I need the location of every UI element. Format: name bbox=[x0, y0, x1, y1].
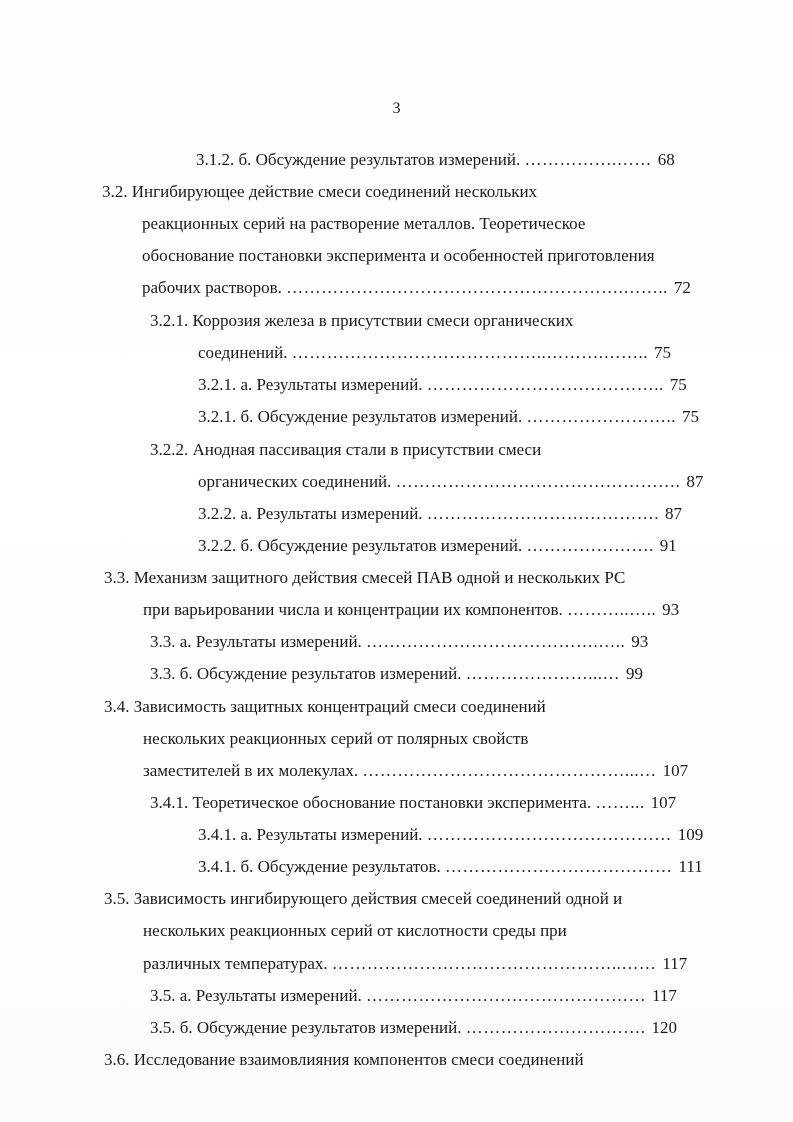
toc-entry bbox=[143, 921, 567, 941]
toc-page-number: 117 bbox=[652, 986, 677, 1005]
toc-leader-dots: …………………………………………. bbox=[395, 472, 681, 491]
toc-entry bbox=[150, 664, 643, 684]
toc-entry bbox=[150, 440, 541, 460]
toc-entry bbox=[143, 761, 688, 781]
toc-leader-dots: …………………...… bbox=[465, 664, 620, 683]
toc-leader-dots: …………………………. bbox=[465, 1018, 646, 1037]
toc-page-number: 87 bbox=[686, 472, 704, 491]
toc-page-number: 111 bbox=[678, 857, 703, 876]
toc-leader-dots: …………………………………… bbox=[426, 825, 672, 844]
toc-leader-dots: ……………………………………..……….…….. bbox=[291, 343, 649, 362]
toc-page-number: 75 bbox=[682, 407, 699, 426]
toc-entry-text: 3.2.2. б. Обсуждение результатов измерений. bbox=[198, 536, 523, 555]
toc-entry-text: 3.3. б. Обсуждение результатов измерений. bbox=[150, 664, 462, 683]
toc-entry-text: 3.6. Исследование взаимовлияния компонентов смеси соединений bbox=[104, 1050, 584, 1069]
toc-entry bbox=[150, 1018, 677, 1038]
toc-leader-dots: ………………………………………………….…….. bbox=[286, 278, 668, 297]
toc-page-number: 91 bbox=[659, 536, 677, 555]
toc-entry bbox=[198, 857, 703, 877]
toc-page-number: 107 bbox=[662, 761, 689, 780]
toc-entry bbox=[198, 472, 703, 492]
toc-entry-text: соединений. bbox=[198, 343, 288, 362]
toc-entry-text: при варьировании числа и концентрации их компонентов. bbox=[143, 600, 563, 619]
toc-leader-dots: ………………………………… bbox=[445, 857, 673, 876]
toc-entry-text: 3.2. Ингибирующее действие смеси соединений нескольких bbox=[102, 182, 538, 201]
toc-entry-text: реакционных серий на растворение металлов. Теоретическое bbox=[142, 214, 586, 233]
toc-entry bbox=[150, 311, 573, 331]
toc-entry-text: 3.5. Зависимость ингибирующего действия смесей соединений одной и bbox=[104, 889, 623, 908]
toc-leader-dots: ………………………………….. bbox=[426, 375, 664, 394]
toc-entry bbox=[104, 568, 625, 588]
toc-page-number: 87 bbox=[665, 504, 683, 523]
toc-entry-text: 3.2.2. а. Результаты измерений. bbox=[198, 504, 423, 523]
toc-entry-text: 3.2.2. Анодная пассивация стали в присутствии смеси bbox=[150, 440, 542, 459]
toc-leader-dots: ………………………………………… bbox=[366, 986, 647, 1005]
toc-entry bbox=[150, 793, 676, 813]
toc-leader-dots: ………..….. bbox=[567, 600, 657, 619]
toc-page-number: 75 bbox=[654, 343, 672, 362]
toc-entry-text: 3.4.1. Теоретическое обоснование постановки эксперимента. bbox=[150, 793, 592, 812]
toc-entry bbox=[143, 954, 687, 974]
toc-entry-text: 3.3. а. Результаты измерений. bbox=[150, 632, 362, 651]
toc-entry bbox=[104, 1050, 584, 1070]
toc-entry bbox=[196, 150, 675, 170]
toc-entry bbox=[150, 986, 677, 1006]
toc-leader-dots: ………………………………….….. bbox=[366, 632, 626, 651]
toc-entry-text: 3.1.2. б. Обсуждение результатов измерений. bbox=[196, 150, 521, 169]
toc-entry bbox=[104, 889, 622, 909]
toc-entry-text: различных температурах. bbox=[143, 954, 328, 973]
toc-entry-text: 3.4.1. а. Результаты измерений. bbox=[198, 825, 423, 844]
toc-entry-text: нескольких реакционных серий от кислотности среды при bbox=[143, 921, 567, 940]
toc-entry bbox=[198, 536, 677, 556]
toc-entry bbox=[102, 182, 537, 202]
toc-leader-dots: …………………………………. bbox=[426, 504, 660, 523]
toc-entry bbox=[198, 407, 699, 427]
toc-entry bbox=[150, 632, 648, 652]
toc-entry-text: 3.4.1. б. Обсуждение результатов. bbox=[198, 857, 441, 876]
toc-entry bbox=[142, 214, 585, 234]
toc-leader-dots: ……... bbox=[595, 793, 645, 812]
toc-page-number: 107 bbox=[650, 793, 677, 812]
toc-entry-text: 3.2.1. б. Обсуждение результатов измерений. bbox=[198, 407, 523, 426]
toc-page-number: 68 bbox=[657, 150, 675, 169]
toc-leader-dots: …………………………………………..…… bbox=[331, 954, 657, 973]
toc-entry bbox=[142, 278, 691, 298]
toc-leader-dots: ………………………………………...… bbox=[362, 761, 657, 780]
toc-page-number: 120 bbox=[651, 1018, 677, 1037]
toc-entry-text: рабочих растворов. bbox=[142, 278, 282, 297]
toc-entry bbox=[143, 600, 679, 620]
toc-page-number: 99 bbox=[626, 664, 643, 683]
toc-entry-text: органических соединений. bbox=[198, 472, 392, 491]
toc-entry-text: 3.4. Зависимость защитных концентраций смеси соединений bbox=[104, 697, 546, 716]
toc-page-number: 93 bbox=[662, 600, 680, 619]
toc-page-number: 109 bbox=[677, 825, 704, 844]
toc-page-number: 93 bbox=[631, 632, 649, 651]
toc-page-number: 72 bbox=[673, 278, 691, 297]
page-number: 3 bbox=[392, 100, 401, 117]
toc-leader-dots: …………….…… bbox=[524, 150, 652, 169]
toc-entry-text: нескольких реакционных серий от полярных свойств bbox=[143, 729, 529, 748]
toc-entry bbox=[104, 697, 546, 717]
toc-entry bbox=[198, 375, 687, 395]
toc-entry-text: заместителей в их молекулах. bbox=[143, 761, 359, 780]
toc-leader-dots: …………………. bbox=[526, 536, 654, 555]
toc-entry bbox=[198, 343, 671, 363]
toc-page-number: 75 bbox=[669, 375, 687, 394]
toc-page-number: 117 bbox=[662, 954, 688, 973]
toc-entry bbox=[198, 825, 703, 845]
toc-entry bbox=[143, 729, 528, 749]
toc-entry-text: 3.2.1. Коррозия железа в присутствии смеси органических bbox=[150, 311, 574, 330]
toc-leader-dots: …………………….. bbox=[526, 407, 676, 426]
toc-entry-text: 3.2.1. а. Результаты измерений. bbox=[198, 375, 423, 394]
toc-entry-text: обоснование постановки эксперимента и особенностей приготовления bbox=[142, 246, 655, 265]
toc-entry bbox=[142, 246, 655, 266]
toc-entry-text: 3.3. Механизм защитного действия смесей ПАВ одной и нескольких РС bbox=[104, 568, 626, 587]
toc-entry bbox=[198, 504, 682, 524]
toc-entry-text: 3.5. а. Результаты измерений. bbox=[150, 986, 362, 1005]
toc-entry-text: 3.5. б. Обсуждение результатов измерений. bbox=[150, 1018, 462, 1037]
